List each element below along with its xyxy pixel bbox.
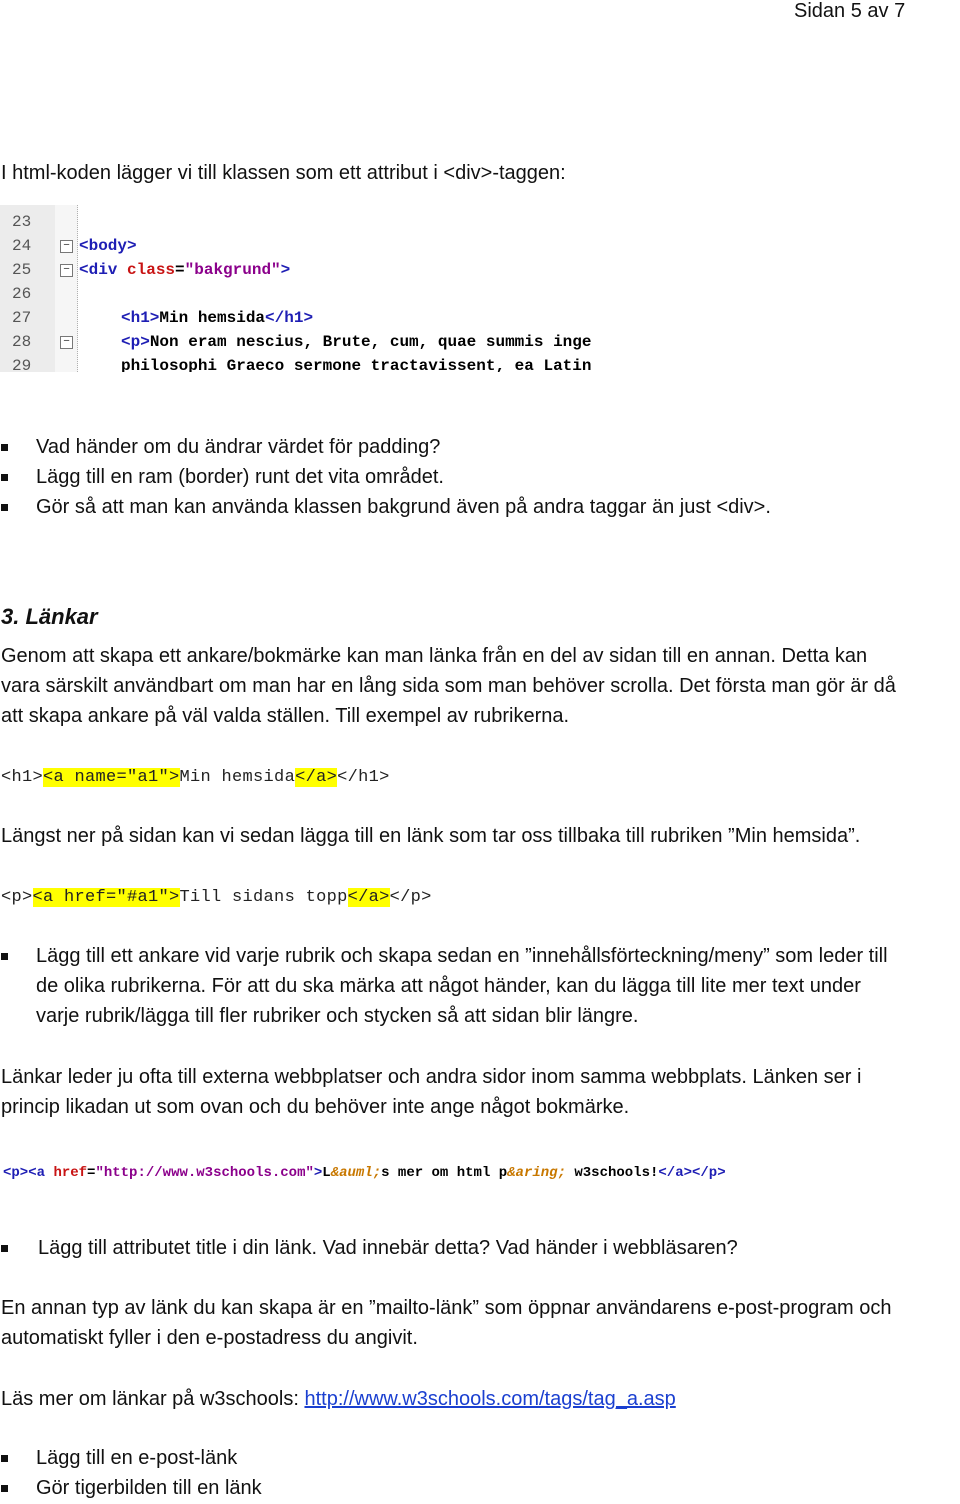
code-token: >: [313, 1165, 323, 1181]
read-more-text: Läs mer om länkar på w3schools:: [1, 1388, 305, 1410]
line-number: 27: [12, 309, 32, 327]
code-token: <body>: [79, 237, 137, 255]
square-bullet-icon: [1, 1485, 8, 1492]
code-editor-screenshot: [0, 205, 640, 372]
paragraph-line: Länkar leder ju ofta till externa webbplatser och andra sidor inom samma webbplats. Länken ser i: [1, 1066, 862, 1088]
code-token: class: [127, 261, 176, 279]
paragraph-line: Genom att skapa ett ankare/bokmärke kan man länka från en del av sidan till en annan. Detta kan: [1, 645, 868, 667]
list-item-text: varje rubrik/lägga till fler rubriker och stycken så att sidan blir längre.: [36, 1005, 639, 1027]
code-example-link: [1, 883, 432, 913]
code-token: <p>: [1, 888, 33, 907]
line-number: 26: [12, 285, 32, 303]
code-token: Min hemsida: [159, 309, 266, 327]
line-number: 23: [12, 213, 32, 231]
code-token: </p>: [692, 1165, 726, 1181]
line-number: 28: [12, 333, 32, 351]
list-item-text: de olika rubrikerna. För att du ska märka att något händer, kan du lägga till lite mer text under: [36, 975, 861, 997]
code-token: &auml;: [330, 1165, 382, 1181]
code-token: <h1>: [121, 309, 160, 327]
code-snippet-screenshot: [3, 1160, 783, 1186]
w3schools-link[interactable]: http://www.w3schools.com/tags/tag_a.asp: [304, 1388, 676, 1410]
list-item-text: Lägg till en ram (border) runt det vita området.: [36, 466, 444, 488]
line-number: 25: [12, 261, 32, 279]
code-token: </p>: [389, 888, 432, 907]
page-number: Sidan 5 av 7: [794, 0, 906, 22]
list-item-text: Lägg till en e-post-länk: [36, 1447, 238, 1469]
code-token: =: [87, 1165, 96, 1181]
intro-text: I html-koden lägger vi till klassen som ett attribut i <div>-taggen:: [1, 162, 566, 184]
code-token: Non eram nescius, Brute, cum, quae summis inge: [149, 333, 592, 351]
read-more-paragraph: [1, 1384, 676, 1414]
code-token: w3schools!: [565, 1165, 659, 1181]
code-token: "http://www.w3schools.com": [95, 1165, 314, 1181]
code-token: =: [175, 261, 185, 279]
highlighted-code-token: <a name="a1">: [43, 768, 180, 787]
paragraph-line: automatiskt fyller i den e-postadress du angivit.: [1, 1327, 418, 1349]
code-line-p-cont: [121, 354, 591, 372]
code-token: <h1>: [1, 768, 44, 787]
code-token: s mer om html p: [381, 1165, 508, 1181]
code-token: </a>: [658, 1165, 692, 1181]
code-token: href: [53, 1165, 88, 1181]
paragraph-line: princip likadan ut som ovan och du behöver inte ange något bokmärke.: [1, 1096, 630, 1118]
code-token: Till sidans topp: [179, 888, 348, 907]
paragraph-line: att skapa ankare på väl valda ställen. Till exempel av rubrikerna.: [1, 705, 570, 727]
line-number: 24: [12, 237, 32, 255]
code-token: &aring;: [507, 1165, 566, 1181]
code-line-h1: [121, 306, 313, 330]
line-number: 29: [12, 357, 32, 372]
square-bullet-icon: [1, 474, 8, 481]
code-token: <p>: [3, 1165, 29, 1181]
square-bullet-icon: [1, 953, 8, 960]
code-token: L: [322, 1165, 331, 1181]
square-bullet-icon: [1, 1455, 8, 1462]
code-token: Min hemsida: [179, 768, 296, 787]
section-heading: 3. Länkar: [1, 604, 98, 629]
paragraph-line: Längst ner på sidan kan vi sedan lägga till en länk som tar oss tillbaka till rubriken ”Min hemsida”.: [1, 825, 861, 847]
list-item-text: Gör tigerbilden till en länk: [36, 1477, 262, 1499]
code-token: </h1>: [265, 309, 314, 327]
paragraph-line: vara särskilt användbart om man har en lång sida som man behöver scrolla. Det första man gör är då: [1, 675, 896, 697]
fold-toggle-icon[interactable]: −: [60, 240, 73, 253]
list-item-text: Vad händer om du ändrar värdet för padding?: [36, 436, 441, 458]
highlighted-code-token: </a>: [295, 768, 338, 787]
list-item-text: Gör så att man kan använda klassen bakgrund även på andra taggar än just <div>.: [36, 496, 771, 518]
code-token: philosophi Graeco sermone tractavissent, ea Latin: [121, 357, 592, 372]
code-line-p: [121, 330, 591, 354]
list-item-text: Lägg till attributet title i din länk. Vad innebär detta? Vad händer i webbläsaren?: [38, 1237, 738, 1259]
code-token: <div: [79, 261, 128, 279]
code-line-div: [79, 258, 290, 282]
code-example-anchor: [1, 763, 390, 793]
square-bullet-icon: [1, 444, 8, 451]
list-item-text: Lägg till ett ankare vid varje rubrik och skapa sedan en ”innehållsförteckning/meny” som leder till: [36, 945, 888, 967]
paragraph-line: En annan typ av länk du kan skapa är en ”mailto-länk” som öppnar användarens e-post-program och: [1, 1297, 892, 1319]
highlighted-code-token: </a>: [347, 888, 390, 907]
highlighted-code-token: <a href="#a1">: [32, 888, 180, 907]
code-token: <p>: [121, 333, 150, 351]
fold-toggle-icon[interactable]: −: [60, 336, 73, 349]
square-bullet-icon: [1, 1245, 8, 1252]
code-token: >: [280, 261, 291, 279]
code-token: </h1>: [337, 768, 390, 787]
fold-toggle-icon[interactable]: −: [60, 264, 73, 277]
code-token: <a: [28, 1165, 54, 1181]
code-line-body: [79, 234, 137, 258]
code-token: "bakgrund": [184, 261, 281, 279]
square-bullet-icon: [1, 504, 8, 511]
